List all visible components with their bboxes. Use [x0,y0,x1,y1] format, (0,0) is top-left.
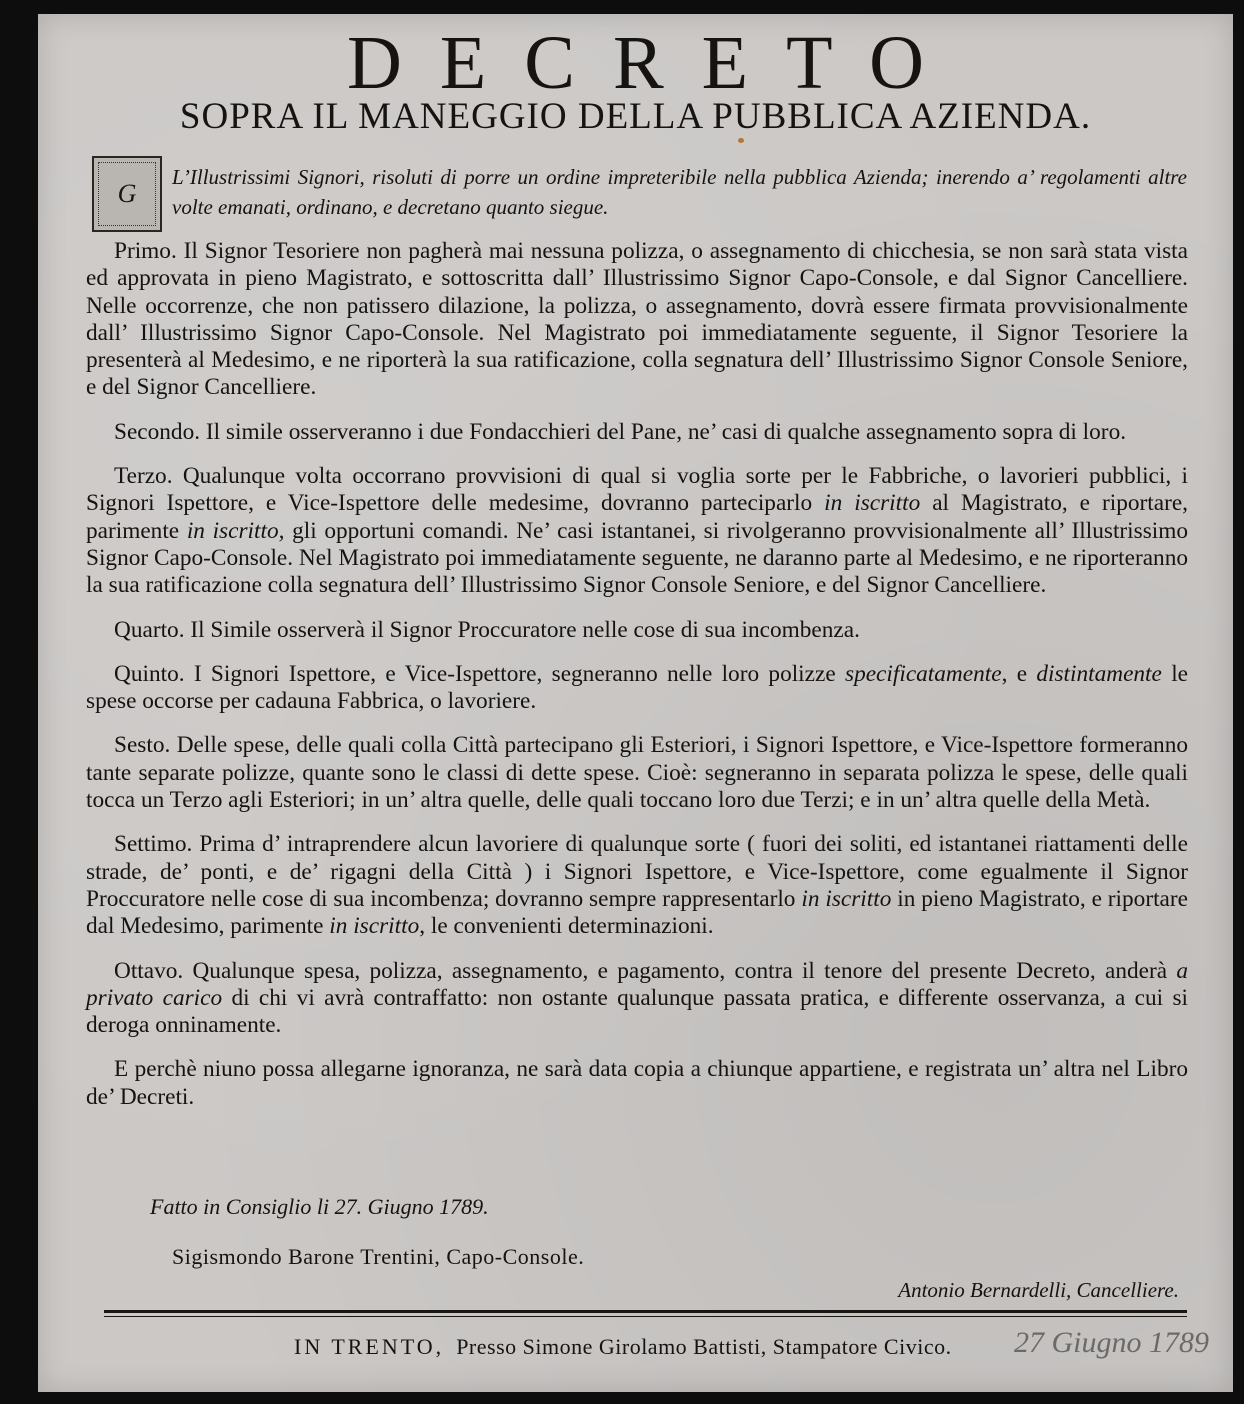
quinto-text-a: Quinto. I Signori Ispettore, e Vice-Ispettore, segneranno nelle loro polizze [114,660,836,687]
intro-text: L’Illustrissimi Signori, risoluti di porre un ordine impreteribile nella pubblica Azienda; inerendo a’ regolamenti altre volte emanati, ordinano, e decretano quanto siegue. [172,165,1187,219]
signature-capo-console: Sigismondo Barone Trentini, Capo-Console. [172,1244,585,1269]
settimo-italic-2: in iscritto [329,913,420,940]
decree-sheet [38,14,1233,1392]
decorated-initial: G [92,156,162,232]
imprint-city: IN TRENTO, [294,1334,445,1359]
paragraph-terzo [86,463,1188,599]
divider-thin [104,1316,1187,1317]
quinto-italic-1: specificatamente [845,660,1002,687]
quinto-text-b: , e [1001,660,1028,687]
settimo-italic-1: in iscritto [801,885,892,912]
quinto-text-c: le spese occorse per cadauna Fabbrica, o lavoriere. [86,660,1189,715]
settimo-text-c: , le convenienti determinazioni. [419,913,714,940]
paragraph-ottavo [86,958,1188,1040]
handwritten-date: 27 Giugno 1789 [1014,1326,1209,1359]
paragraph-quarto: Quarto. Il Simile osserverà il Signor Proccuratore nelle cose di sua incombenza. [114,616,860,643]
settimo-text-b: in pieno Magistrato, e riportare dal Medesimo, parimente [86,885,1188,940]
paragraph-sesto: Sesto. Delle spese, delle quali colla Città partecipano gli Esteriori, i Signori Ispettore, e Vice-Ispettore formeranno tante separate polizze, quante sono le classi di dette spese. Cioè: segneranno in separata polizza le spese, delle quali tocca un Terzo agli Esteriori; in un’ altra quelle, delle quali toccano loro due Terzi; e in un’ altra quelle della Metà. [86,732,1188,814]
settimo-text-a: Settimo. Prima d’ intraprendere alcun lavoriere di qualunque sorte ( fuori dei soliti, ed istantanei riattamenti delle strade, de’ ponti, e de’ rigagni della Città ) i Signori Ispettore, e Vice-Ispettore, come egualmente il Signor Proccuratore nelle cose di sua incombenza; dovranno sempre rappresentarlo [86,831,1188,912]
paragraph-primo: Primo. Il Signor Tesoriere non pagherà mai nessuna polizza, o assegnamento di chicchesia, se non sarà stata vista ed approvata in pieno Magistrato, e sottoscritta dall’ Illustrissimo Signor Capo-Console, e dal Signor Cancelliere. Nelle occorrenze, che non patissero dilazione, la polizza, o assegnamento, dovrà essere firmata provvisionalmente dall’ Illustrissimo Signor Capo-Console. Nel Magistrato poi immediatamente seguente, il Signor Tesoriere la presenterà al Medesimo, e ne riporterà la sua ratificazione, colla segnatura dell’ Illustrissimo Signor Console Seniore, e del Signor Cancelliere. [86,238,1188,401]
ottavo-text-b: di chi vi avrà contraffatto: non ostante qualunque passata pratica, e differente osservanza, a cui si deroga onninamente. [86,984,1189,1039]
intro-block [92,156,1187,232]
paragraph-finale: E perchè niuno possa allegarne ignoranza, ne sarà data copia a chiunque appartiene, e registrata un’ altra nel Libro de’ Decreti. [86,1056,1188,1110]
paragraph-settimo [86,831,1188,940]
decree-subtitle: SOPRA IL MANEGGIO DELLA PUBBLICA AZIENDA. [179,96,1092,137]
decree-title: DECRETO [346,21,963,105]
terzo-text-a: Terzo. Qualunque volta occorrano provvisioni di qual si voglia sorte per le Fabbriche, o lavorieri pubblici, i Signori Ispettore, e Vice-Ispettore delle medesime, dovranno parteciparlo [86,463,1188,517]
printer-imprint [294,1334,952,1360]
imprint-printer: Presso Simone Girolamo Battisti, Stampatore Civico. [456,1334,952,1359]
terzo-italic-1: in iscritto [824,490,921,517]
ink-stain [738,138,744,143]
divider-thick [104,1310,1187,1313]
decree-date: Fatto in Consiglio li 27. Giugno 1789. [150,1194,489,1219]
terzo-text-b: al Magistrato, e riportare, parimente [86,490,1189,544]
signature-cancelliere: Antonio Bernardelli, Cancelliere. [898,1278,1179,1302]
quinto-italic-2: distintamente [1036,660,1162,687]
paragraph-secondo: Secondo. Il simile osserveranno i due Fondacchieri del Pane, ne’ casi di qualche assegnamento sopra di loro. [114,418,1127,445]
ottavo-text-a: Ottavo. Qualunque spesa, polizza, assegnamento, e pagamento, contra il tenore del presente Decreto, anderà [114,957,1168,984]
terzo-text-c: gli opportuni comandi. Ne’ casi istantanei, si rivolgeranno provvisionalmente all’ Illustrissimo Signor Capo-Console. Nel Magistrato poi immediatamente seguente, ne daranno parte al Medesimo, e ne riporteranno la sua ratificazione colla segnatura dell’ Illustrissimo Signor Console Seniore, e del Signor Cancelliere. [86,517,1189,599]
ottavo-italic-1: a privato carico [86,957,1188,1011]
terzo-italic-2: in iscritto, [186,517,285,544]
paragraph-quinto [86,661,1188,716]
decree-body [86,238,1188,1128]
